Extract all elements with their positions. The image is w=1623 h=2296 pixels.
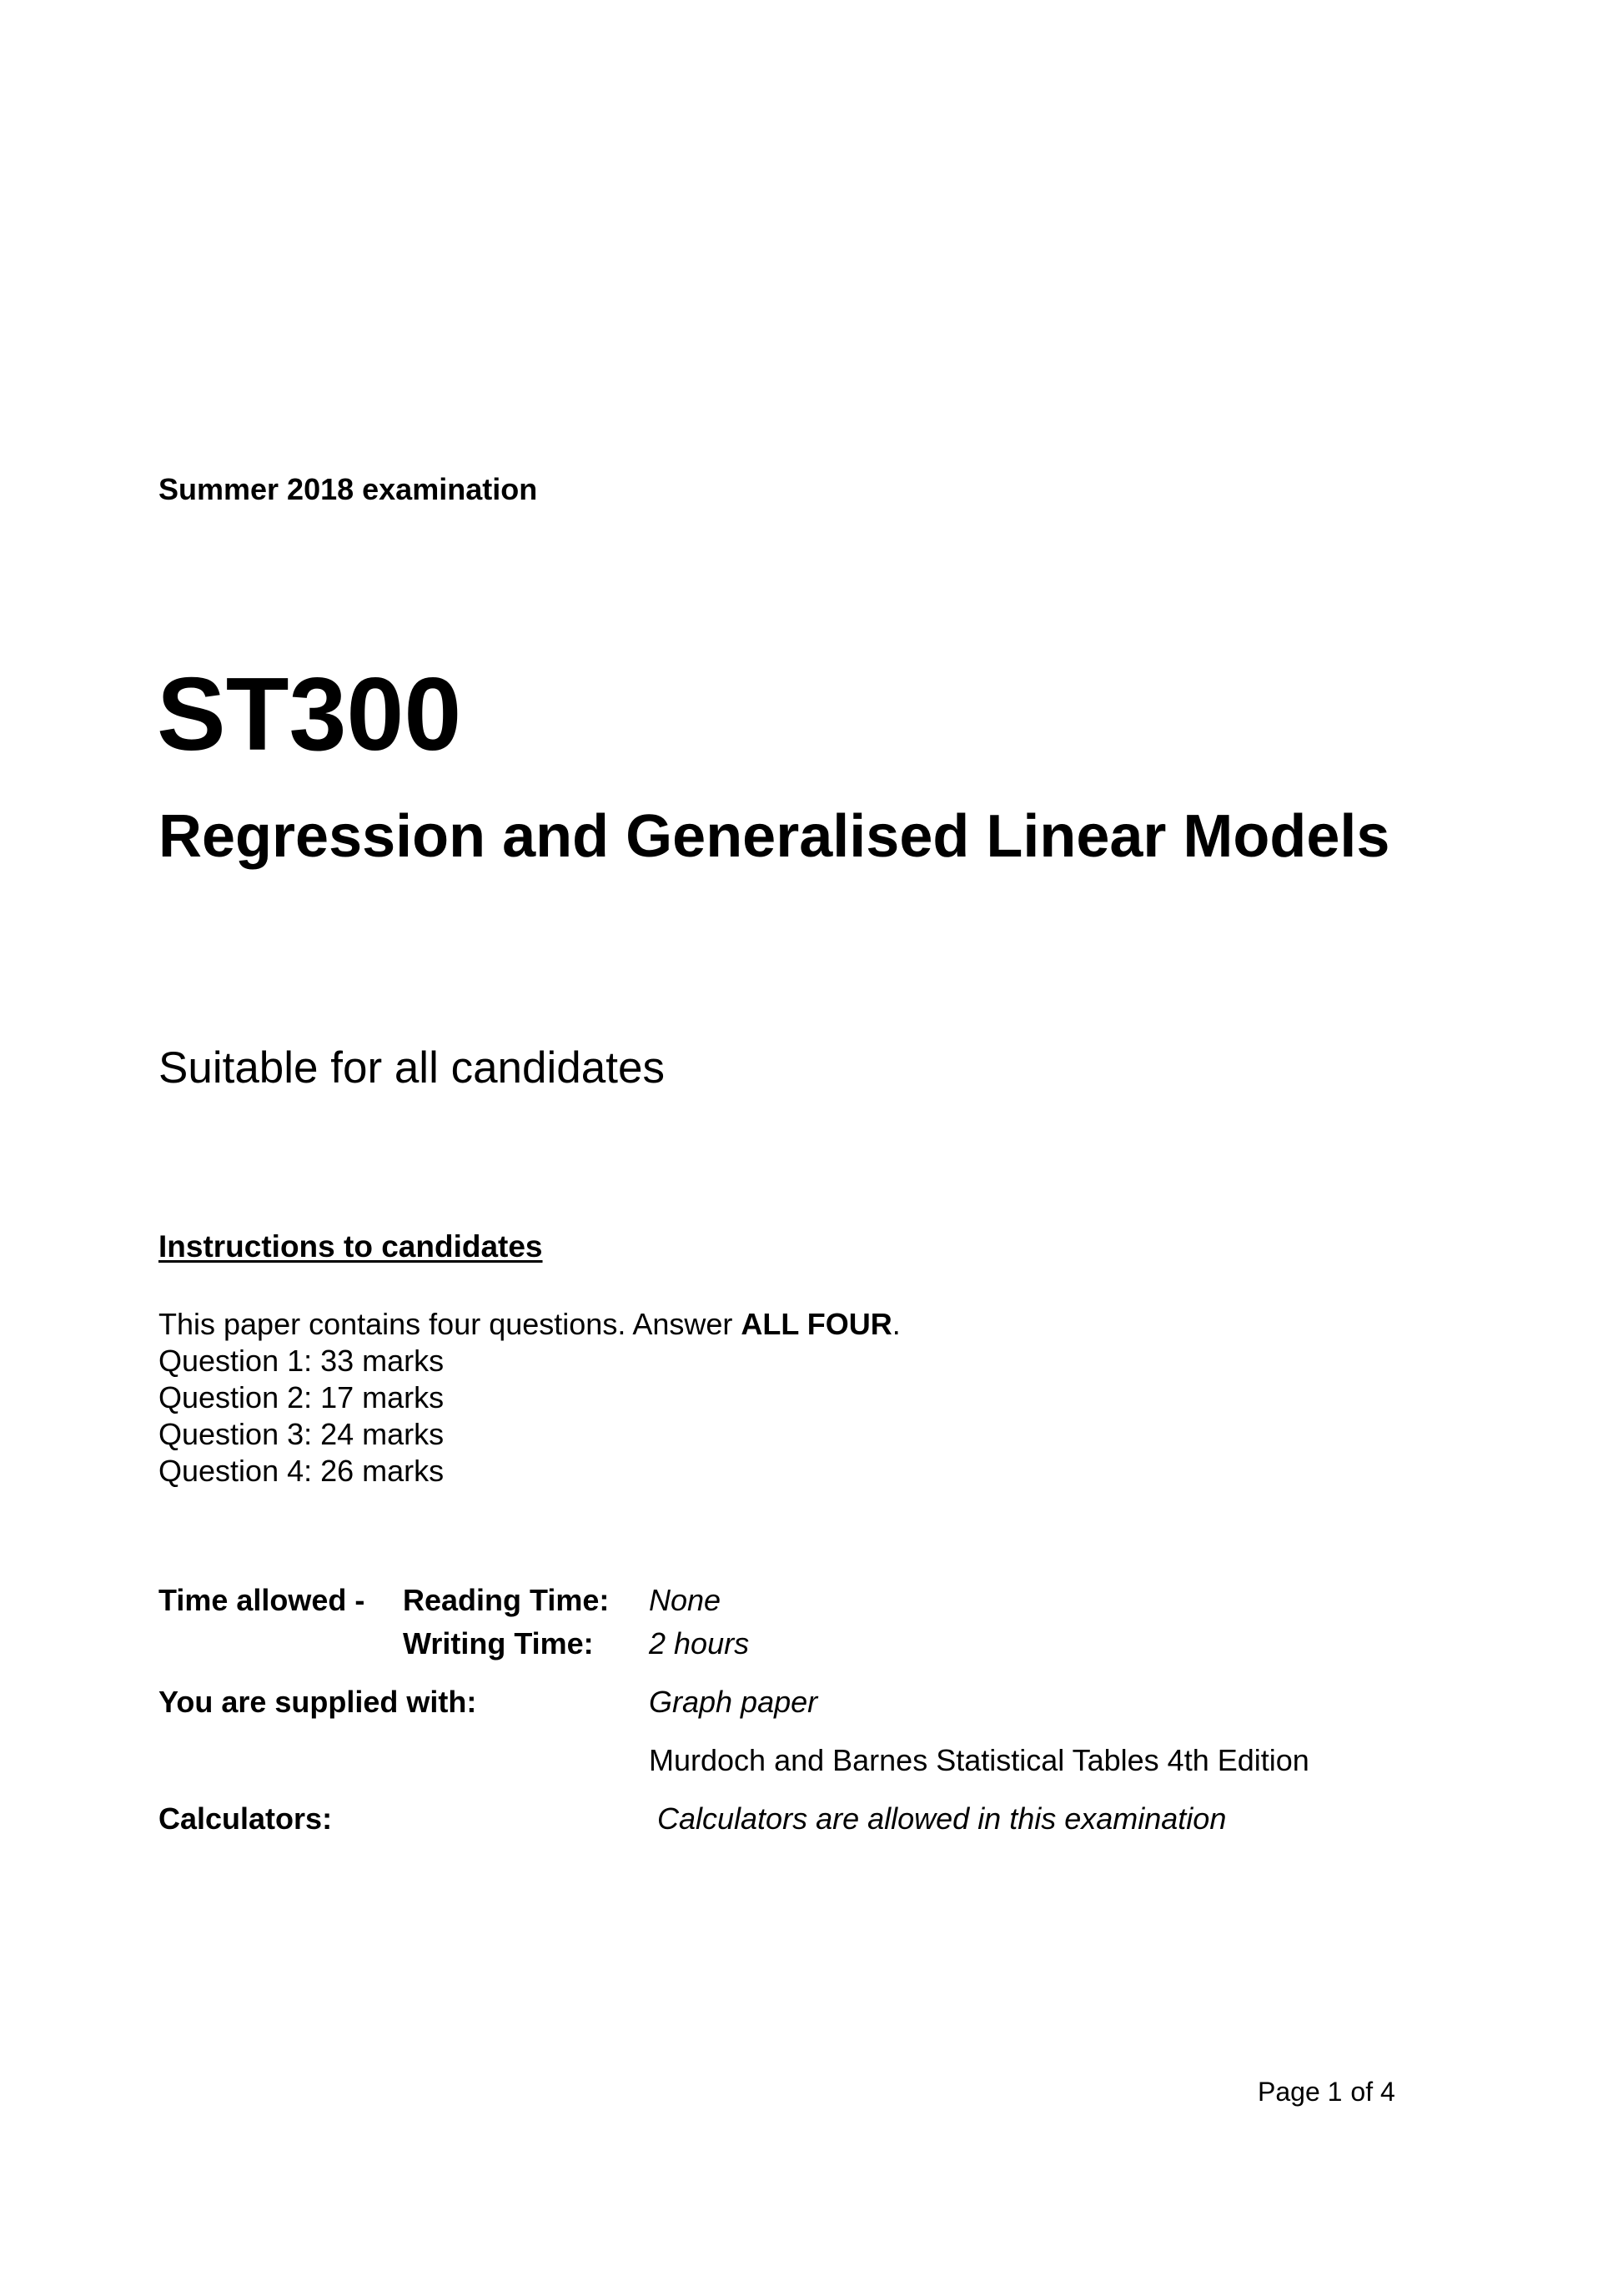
instructions-heading: Instructions to candidates xyxy=(158,1229,543,1264)
marks-question-3: Question 3: 24 marks xyxy=(158,1417,445,1451)
supplied-item-graph-paper: Graph paper xyxy=(649,1685,818,1719)
course-title: Regression and Generalised Linear Models xyxy=(158,803,1390,870)
instructions-intro-text: This paper contains four questions. Answer xyxy=(158,1307,741,1341)
calculators-value: Calculators are allowed in this examination xyxy=(657,1801,1227,1836)
marks-question-4: Question 4: 26 marks xyxy=(158,1454,445,1488)
calculators-label: Calculators: xyxy=(158,1801,333,1836)
writing-time-label: Writing Time: xyxy=(403,1626,594,1660)
instructions-body xyxy=(158,1306,901,1490)
supplied-item-statistical-tables: Murdoch and Barnes Statistical Tables 4th Edition xyxy=(649,1743,1309,1777)
suitability-note: Suitable for all candidates xyxy=(158,1043,665,1093)
instructions-intro-bold: ALL FOUR xyxy=(741,1307,892,1341)
instructions-intro xyxy=(158,1306,901,1343)
reading-time-label: Reading Time: xyxy=(403,1583,610,1617)
reading-time-value: None xyxy=(649,1583,721,1617)
course-code: ST300 xyxy=(157,657,462,772)
marks-question-2: Question 2: 17 marks xyxy=(158,1380,445,1414)
page-total: of 4 xyxy=(1350,2077,1395,2107)
exam-session: Summer 2018 examination xyxy=(158,472,538,506)
instructions-intro-end: . xyxy=(892,1307,901,1341)
supplied-label: You are supplied with: xyxy=(158,1685,477,1719)
writing-time-value: 2 hours xyxy=(649,1626,750,1660)
marks-question-1: Question 1: 33 marks xyxy=(158,1344,445,1378)
time-allowed-label: Time allowed - xyxy=(158,1583,365,1617)
page-number: Page 1 xyxy=(1258,2077,1343,2107)
page-footer xyxy=(1258,2077,1395,2108)
